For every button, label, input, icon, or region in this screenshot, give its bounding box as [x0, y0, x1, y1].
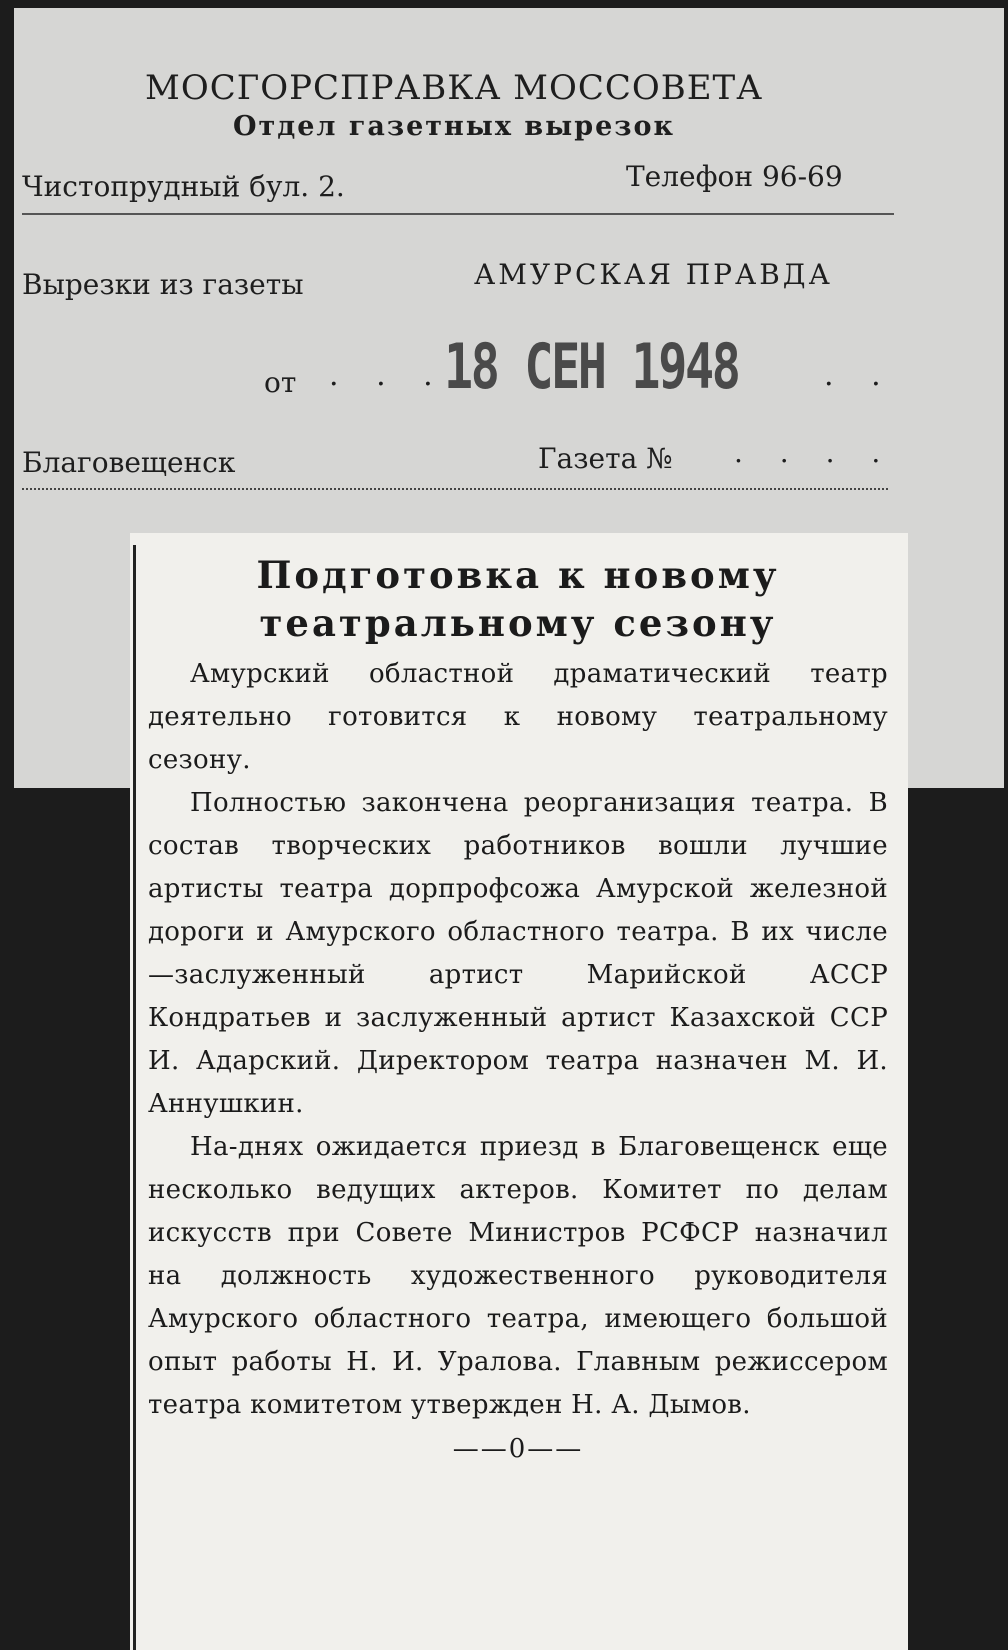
article-end-mark: ——0—— — [452, 1434, 584, 1464]
article-paragraph: Полностью закончена реорганизация театра. В состав творческих работников вошли лучшие артисты театра дорпрофсожа Амурской железной дороги и Амурского областного театра. В их числе—заслуженный артист Марийской АССР Кондратьев и заслуженный артист Казахской ССР И. Адарский. Директором театра назначен М. И. Аннушкин. — [148, 788, 888, 1119]
city: Благовещенск — [22, 446, 236, 479]
clip-from-label: Вырезки из газеты — [22, 268, 304, 301]
address: Чистопрудный бул. 2. — [22, 170, 345, 203]
article-clipping — [130, 533, 908, 1650]
header-divider — [22, 213, 894, 215]
article-headline: Подготовка к новому театральному сезону — [256, 553, 780, 645]
newspaper-name: АМУРСКАЯ ПРАВДА — [474, 258, 833, 291]
date-stamp: 18 СЕН 1948 — [444, 330, 739, 403]
date-dots-after: . . — [824, 358, 895, 393]
organization-name: МОСГОРСПРАВКА МОССОВЕТА — [145, 68, 763, 108]
issue-dots: . . . . — [734, 436, 895, 469]
issue-label: Газета № — [538, 442, 673, 475]
phone: Телефон 96-69 — [626, 160, 843, 193]
article-paragraph: На-днях ожидается приезд в Благовещенск еще несколько ведущих актеров. Комитет по делам искусств при Совете Министров РСФСР назначил на должность художественного руководителя Амурского областного театра, имеющего большой опыт работы Н. И. Уралова. Главным режиссером театра комитетом утвержден Н. А. Дымов. — [148, 1132, 888, 1420]
form-header — [14, 68, 894, 146]
article — [148, 551, 888, 1469]
clipping-edge-line — [133, 545, 136, 1650]
date-dots-before: . . . — [329, 358, 447, 393]
date-label: от — [264, 366, 297, 399]
form-bottom-divider — [22, 488, 888, 490]
department-name: Отдел газетных вырезок — [233, 111, 675, 142]
article-paragraph: Амурский областной драматический театр деятельно готовится к новому театральному сезону. — [148, 659, 888, 775]
